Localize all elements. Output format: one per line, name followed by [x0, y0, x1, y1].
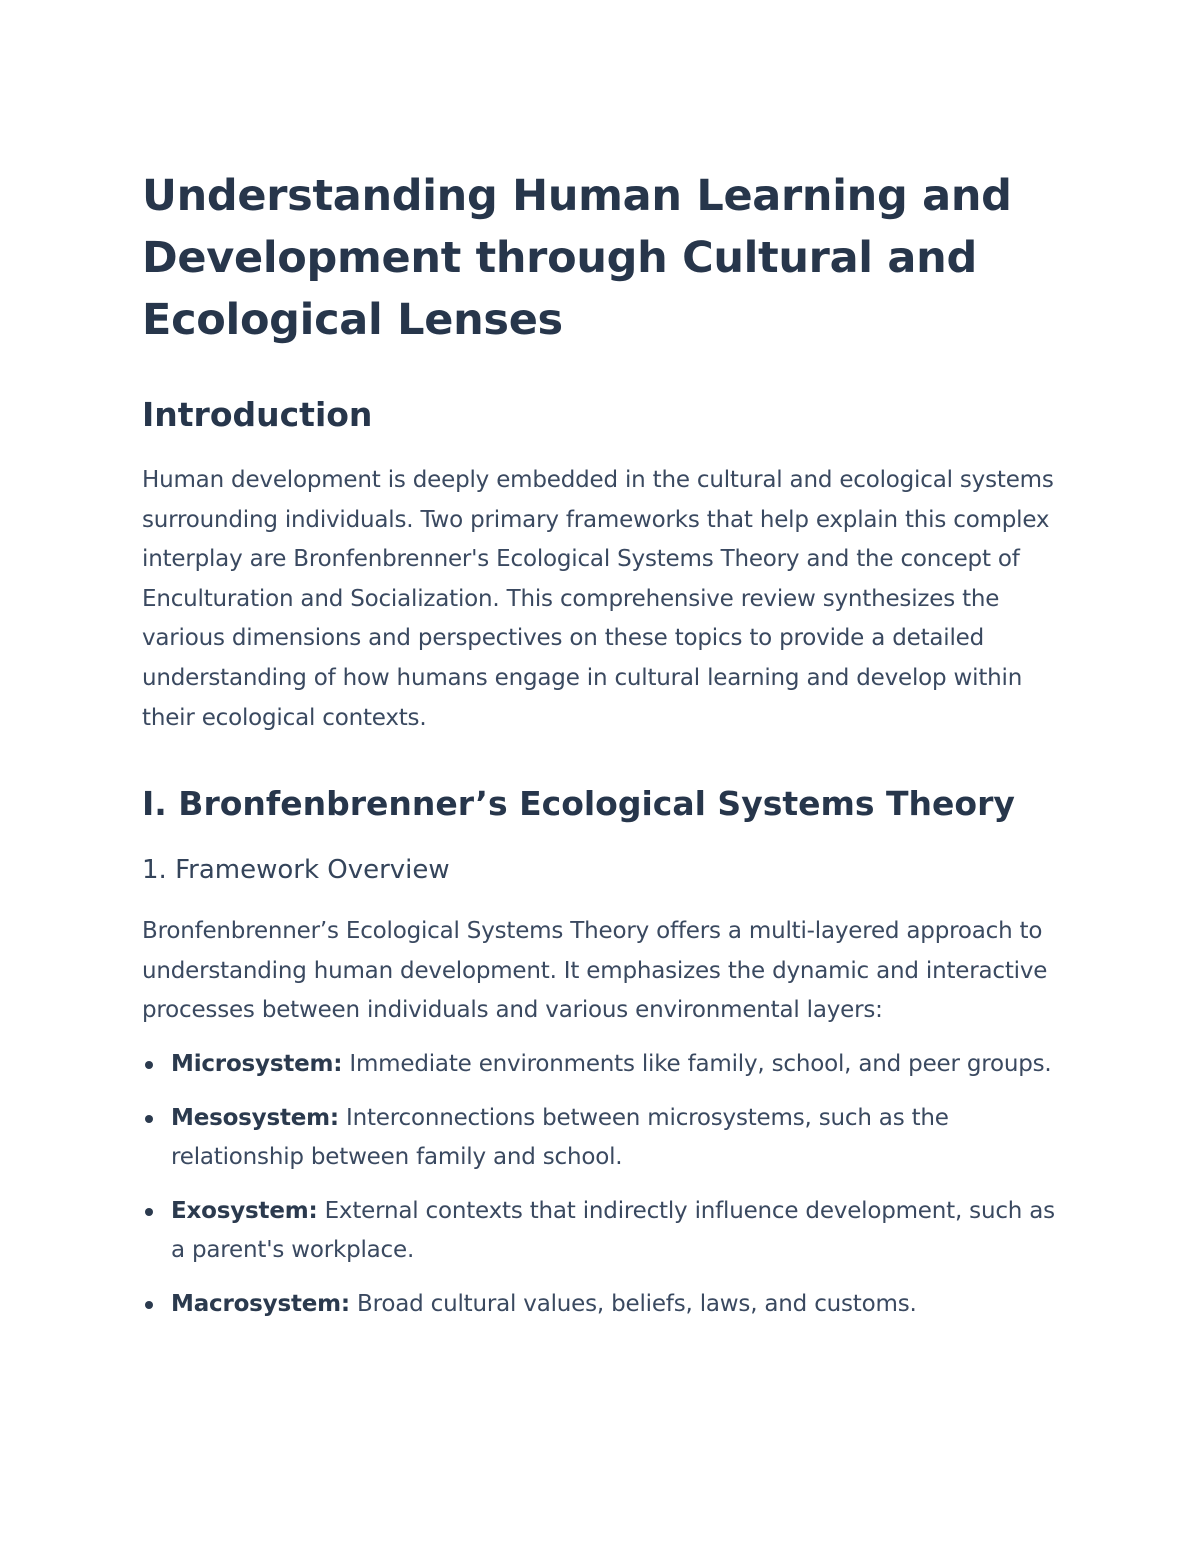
definition-macrosystem: Broad cultural values, beliefs, laws, and customs. — [349, 1290, 917, 1317]
document-page — [142, 165, 1072, 1339]
list-item-macrosystem — [142, 1285, 1072, 1325]
bullet-icon — [145, 1301, 153, 1309]
framework-overview-paragraph: Bronfenbrenner’s Ecological Systems Theory offers a multi-layered approach to understanding human development. It emphasizes the dynamic and interactive processes between individuals and various environmental layers: — [142, 918, 1048, 1024]
term-exosystem: Exosystem: — [171, 1197, 318, 1224]
list-item-microsystem — [142, 1045, 1072, 1085]
introduction-paragraph: Human development is deeply embedded in the cultural and ecological systems surrounding individuals. Two primary frameworks that help explain this complex interplay are Bronfenbrenner's Ecological Systems Theory and the concept of Enculturation and Socialization. This comprehensive review synthesizes the various dimensions and perspectives on these topics to provide a detailed understanding of how humans engage in cultural learning and develop within their ecological contexts. — [142, 467, 1054, 731]
term-microsystem: Microsystem: — [171, 1050, 343, 1077]
bullet-icon — [145, 1208, 153, 1216]
subsection-heading-framework-overview: 1. Framework Overview — [142, 855, 450, 886]
ecological-systems-list — [142, 1045, 1072, 1325]
list-item-exosystem — [142, 1192, 1072, 1271]
term-mesosystem: Mesosystem: — [171, 1104, 339, 1131]
bullet-icon — [145, 1115, 153, 1123]
definition-microsystem: Immediate environments like family, school, and peer groups. — [342, 1050, 1052, 1077]
definition-exosystem: External contexts that indirectly influence development, such as a parent's workplace. — [171, 1197, 1055, 1264]
definition-mesosystem: Interconnections between microsystems, such as the relationship between family and school. — [171, 1104, 949, 1171]
list-item-mesosystem — [142, 1099, 1072, 1178]
bullet-icon — [145, 1061, 153, 1069]
introduction-heading: Introduction — [142, 395, 373, 434]
term-macrosystem: Macrosystem: — [171, 1290, 350, 1317]
section-heading-ecological-systems: I. Bronfenbrenner’s Ecological Systems Theory — [142, 784, 1015, 824]
document-title: Understanding Human Learning and Development through Cultural and Ecological Lenses — [142, 171, 1012, 345]
